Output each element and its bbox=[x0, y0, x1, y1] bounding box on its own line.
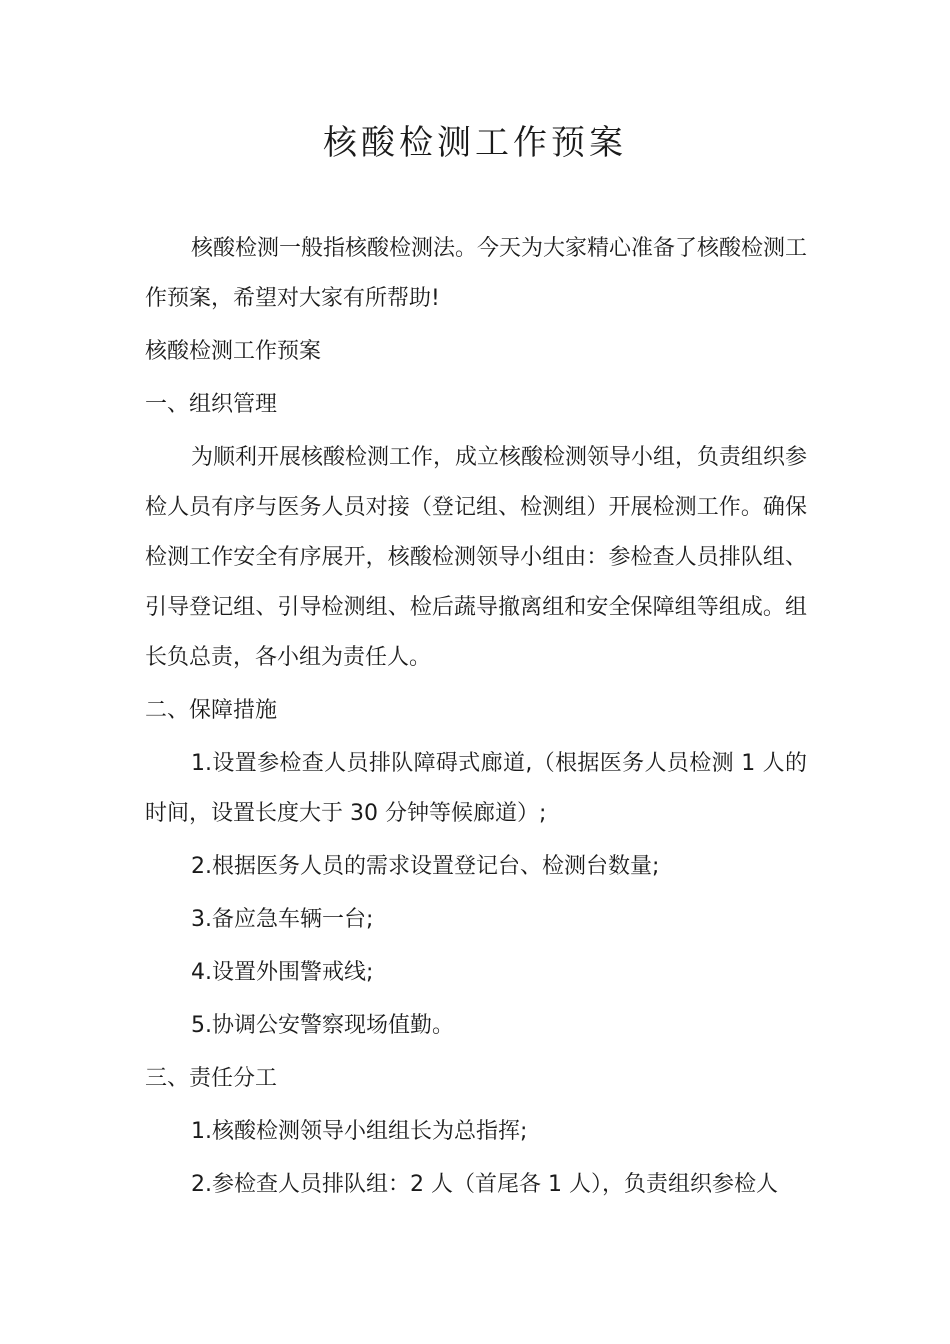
section-heading-measures: 二、保障措施 bbox=[145, 698, 278, 723]
measure-item-3: 3.备应急车辆一台; bbox=[191, 907, 374, 932]
section-heading-organization: 一、组织管理 bbox=[145, 392, 278, 417]
section-heading-responsibilities: 三、责任分工 bbox=[145, 1066, 278, 1091]
document-body bbox=[145, 224, 807, 1213]
document-title: 核酸检测工作预案 bbox=[323, 123, 627, 163]
measure-item-1: 1.设置参检查人员排队障碍式廊道,（根据医务人员检测 1 人的时间，设置长度大于 30 分钟等候廊道）; bbox=[145, 751, 807, 826]
plan-heading: 核酸检测工作预案 bbox=[145, 339, 322, 364]
responsibility-item-2: 2.参检查人员排队组：2 人（首尾各 1 人），负责组织参检人 bbox=[191, 1172, 778, 1197]
responsibility-item-1: 1.核酸检测领导小组组长为总指挥; bbox=[191, 1119, 528, 1144]
intro-paragraph: 核酸检测一般指核酸检测法。今天为大家精心准备了核酸检测工作预案，希望对大家有所帮助! bbox=[145, 236, 808, 311]
organization-paragraph: 为顺利开展核酸检测工作，成立核酸检测领导小组，负责组织参检人员有序与医务人员对接（登记组、检测组）开展检测工作。确保检测工作安全有序展开，核酸检测领导小组由：参检查人员排队组、引导登记组、引导检测组、检后蔬导撤离组和安全保障组等组成。组长负总责，各小组为责任人。 bbox=[145, 445, 808, 670]
measure-item-2: 2.根据医务人员的需求设置登记台、检测台数量; bbox=[191, 854, 660, 879]
measure-item-5: 5.协调公安警察现场值勤。 bbox=[191, 1013, 454, 1038]
measure-item-4: 4.设置外围警戒线; bbox=[191, 960, 374, 985]
